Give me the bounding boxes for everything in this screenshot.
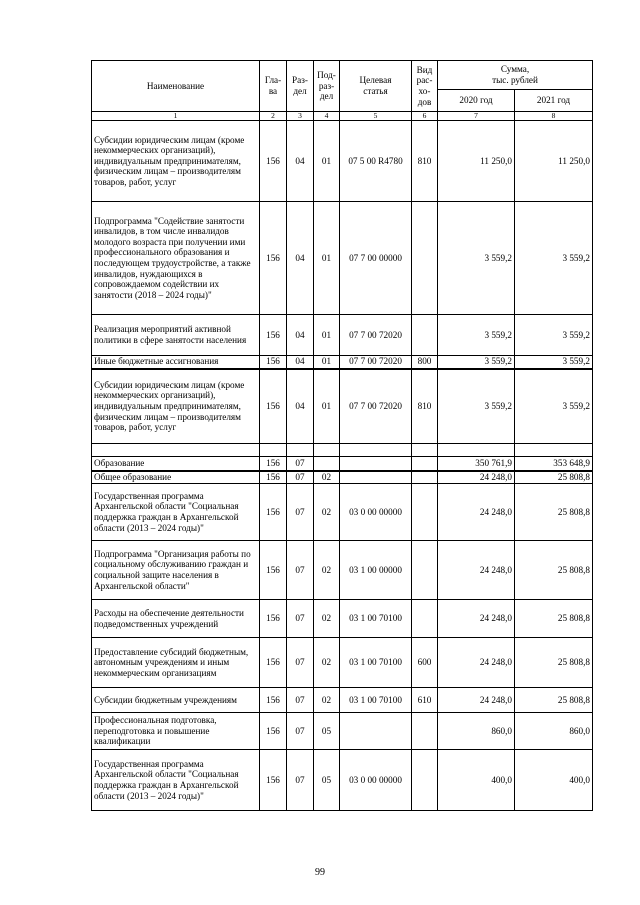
row-sum-2021: 3 559,2 [515,315,593,356]
row-sum-2021: 400,0 [515,750,593,811]
row-expense-type [412,541,438,600]
row-expense-type: 800 [412,356,438,369]
row-sum-2020: 24 248,0 [438,471,515,484]
row-glava: 156 [260,688,287,713]
row-podrazdel: 02 [314,484,340,541]
row-razdel: 07 [287,713,314,750]
header-target: Целевая статья [340,61,412,112]
row-expense-type [412,484,438,541]
column-number: 1 [92,112,260,121]
table-row [92,315,593,356]
row-glava: 156 [260,315,287,356]
row-razdel: 04 [287,315,314,356]
row-sum-2021: 25 808,8 [515,688,593,713]
header-year-2020: 2020 год [438,90,515,112]
row-name: Предоставление субсидий бюджетным, автономным учреждениям и иным некоммерческим организациям [92,638,260,688]
row-name: Реализация мероприятий активной политики в сфере занятости населения [92,315,260,356]
row-name: Субсидии бюджетным учреждениям [92,688,260,713]
table-row [92,541,593,600]
row-sum-2021: 3 559,2 [515,356,593,369]
row-expense-type: 810 [412,121,438,202]
row-target-article [340,444,412,457]
row-podrazdel: 05 [314,713,340,750]
row-glava: 156 [260,600,287,638]
row-sum-2021: 25 808,8 [515,600,593,638]
page-number: 99 [315,867,325,878]
row-razdel: 07 [287,600,314,638]
table-row [92,484,593,541]
header-razdel: Раз- дел [287,61,314,112]
row-sum-2020: 24 248,0 [438,541,515,600]
row-razdel: 07 [287,484,314,541]
header-sum: Сумма, тыс. рублей [438,61,593,90]
row-sum-2021: 3 559,2 [515,202,593,315]
row-sum-2020: 400,0 [438,750,515,811]
table-row [92,457,593,471]
row-name: Иные бюджетные ассигнования [92,356,260,369]
row-podrazdel: 01 [314,369,340,444]
row-sum-2021 [515,444,593,457]
table-row [92,471,593,484]
header-podrazdel: Под- раз- дел [314,61,340,112]
table-row [92,369,593,444]
row-sum-2021: 25 808,8 [515,484,593,541]
row-sum-2021: 353 648,9 [515,457,593,471]
row-expense-type: 610 [412,688,438,713]
row-glava [260,444,287,457]
row-sum-2020: 3 559,2 [438,369,515,444]
column-number-row [92,112,593,121]
row-expense-type [412,471,438,484]
row-razdel: 07 [287,750,314,811]
row-podrazdel: 02 [314,600,340,638]
column-number: 2 [260,112,287,121]
row-name: Подпрограмма "Содействие занятости инвалидов, в том числе инвалидов молодого возраста при получении ими профессионального образования и последующем трудоустройстве, а также инвалидов, нуждающихся в сопровождаемом содействии их занятости (2018 – 2024 годы)" [92,202,260,315]
row-glava: 156 [260,750,287,811]
row-expense-type [412,444,438,457]
header-name: Наименование [92,61,260,112]
row-expense-type [412,600,438,638]
row-razdel: 04 [287,356,314,369]
row-name: Государственная программа Архангельской области "Социальная поддержка граждан в Архангельской области (2013 – 2024 годы)" [92,750,260,811]
row-sum-2021: 860,0 [515,713,593,750]
budget-table [91,60,593,811]
row-target-article [340,713,412,750]
row-sum-2021: 3 559,2 [515,369,593,444]
row-name [92,444,260,457]
row-podrazdel [314,457,340,471]
row-sum-2020: 24 248,0 [438,638,515,688]
row-expense-type [412,713,438,750]
row-podrazdel: 01 [314,356,340,369]
column-number: 7 [438,112,515,121]
row-podrazdel: 01 [314,121,340,202]
row-razdel: 07 [287,471,314,484]
table-row [92,121,593,202]
row-razdel: 04 [287,121,314,202]
column-number: 5 [340,112,412,121]
column-number: 3 [287,112,314,121]
row-target-article: 07 7 00 72020 [340,356,412,369]
table-row [92,750,593,811]
table-row [92,638,593,688]
row-glava: 156 [260,541,287,600]
row-podrazdel: 02 [314,541,340,600]
row-sum-2020: 350 761,9 [438,457,515,471]
row-razdel: 07 [287,457,314,471]
row-expense-type [412,750,438,811]
row-name: Общее образование [92,471,260,484]
row-sum-2020: 24 248,0 [438,484,515,541]
row-name: Государственная программа Архангельской области "Социальная поддержка граждан в Архангельской области (2013 – 2024 годы)" [92,484,260,541]
column-number: 6 [412,112,438,121]
row-target-article: 07 5 00 R4780 [340,121,412,202]
row-podrazdel: 01 [314,202,340,315]
row-target-article: 07 7 00 00000 [340,202,412,315]
row-sum-2021: 25 808,8 [515,638,593,688]
column-number: 4 [314,112,340,121]
row-sum-2020 [438,444,515,457]
row-podrazdel [314,444,340,457]
row-glava: 156 [260,202,287,315]
row-glava: 156 [260,356,287,369]
row-name: Субсидии юридическим лицам (кроме некоммерческих организаций), индивидуальным предпринимателям, физическим лицам – производителям товаров, работ, услуг [92,369,260,444]
header-year-2021: 2021 год [515,90,593,112]
table-row [92,356,593,369]
row-target-article: 07 7 00 72020 [340,315,412,356]
row-name: Образование [92,457,260,471]
row-target-article: 03 1 00 70100 [340,600,412,638]
row-glava: 156 [260,121,287,202]
row-glava: 156 [260,713,287,750]
row-razdel: 07 [287,638,314,688]
row-podrazdel: 02 [314,471,340,484]
row-podrazdel: 02 [314,688,340,713]
row-target-article: 03 1 00 70100 [340,688,412,713]
row-name: Субсидии юридическим лицам (кроме некоммерческих организаций), индивидуальным предпринимателям, физическим лицам – производителям товаров, работ, услуг [92,121,260,202]
row-target-article: 07 7 00 72020 [340,369,412,444]
row-target-article: 03 1 00 70100 [340,638,412,688]
row-expense-type: 810 [412,369,438,444]
table-row [92,600,593,638]
column-number: 8 [515,112,593,121]
row-razdel [287,444,314,457]
row-expense-type [412,202,438,315]
row-target-article [340,457,412,471]
table-row [92,444,593,457]
row-expense-type [412,457,438,471]
header-row-1 [92,61,593,90]
table-row [92,202,593,315]
row-expense-type [412,315,438,356]
table-row [92,713,593,750]
row-glava: 156 [260,457,287,471]
row-sum-2021: 25 808,8 [515,541,593,600]
row-razdel: 04 [287,202,314,315]
row-podrazdel: 02 [314,638,340,688]
row-podrazdel: 01 [314,315,340,356]
table-row [92,688,593,713]
row-name: Расходы на обеспечение деятельности подведомственных учреждений [92,600,260,638]
row-sum-2020: 3 559,2 [438,315,515,356]
row-target-article [340,471,412,484]
row-razdel: 04 [287,369,314,444]
row-sum-2020: 860,0 [438,713,515,750]
row-target-article: 03 1 00 00000 [340,541,412,600]
row-glava: 156 [260,369,287,444]
row-sum-2020: 11 250,0 [438,121,515,202]
row-sum-2021: 25 808,8 [515,471,593,484]
row-razdel: 07 [287,541,314,600]
row-razdel: 07 [287,688,314,713]
row-sum-2020: 24 248,0 [438,688,515,713]
header-vid: Вид рас- хо- дов [412,61,438,112]
row-glava: 156 [260,471,287,484]
row-glava: 156 [260,638,287,688]
row-sum-2020: 24 248,0 [438,600,515,638]
row-name: Профессиональная подготовка, переподготовка и повышение квалификации [92,713,260,750]
header-glava: Гла- ва [260,61,287,112]
row-podrazdel: 05 [314,750,340,811]
row-sum-2021: 11 250,0 [515,121,593,202]
row-name: Подпрограмма "Организация работы по социальному обслуживанию граждан и социальной защите населения в Архангельской области" [92,541,260,600]
table-body [92,121,593,811]
row-target-article: 03 0 00 00000 [340,484,412,541]
row-expense-type: 600 [412,638,438,688]
row-glava: 156 [260,484,287,541]
row-sum-2020: 3 559,2 [438,202,515,315]
row-target-article: 03 0 00 00000 [340,750,412,811]
row-sum-2020: 3 559,2 [438,356,515,369]
